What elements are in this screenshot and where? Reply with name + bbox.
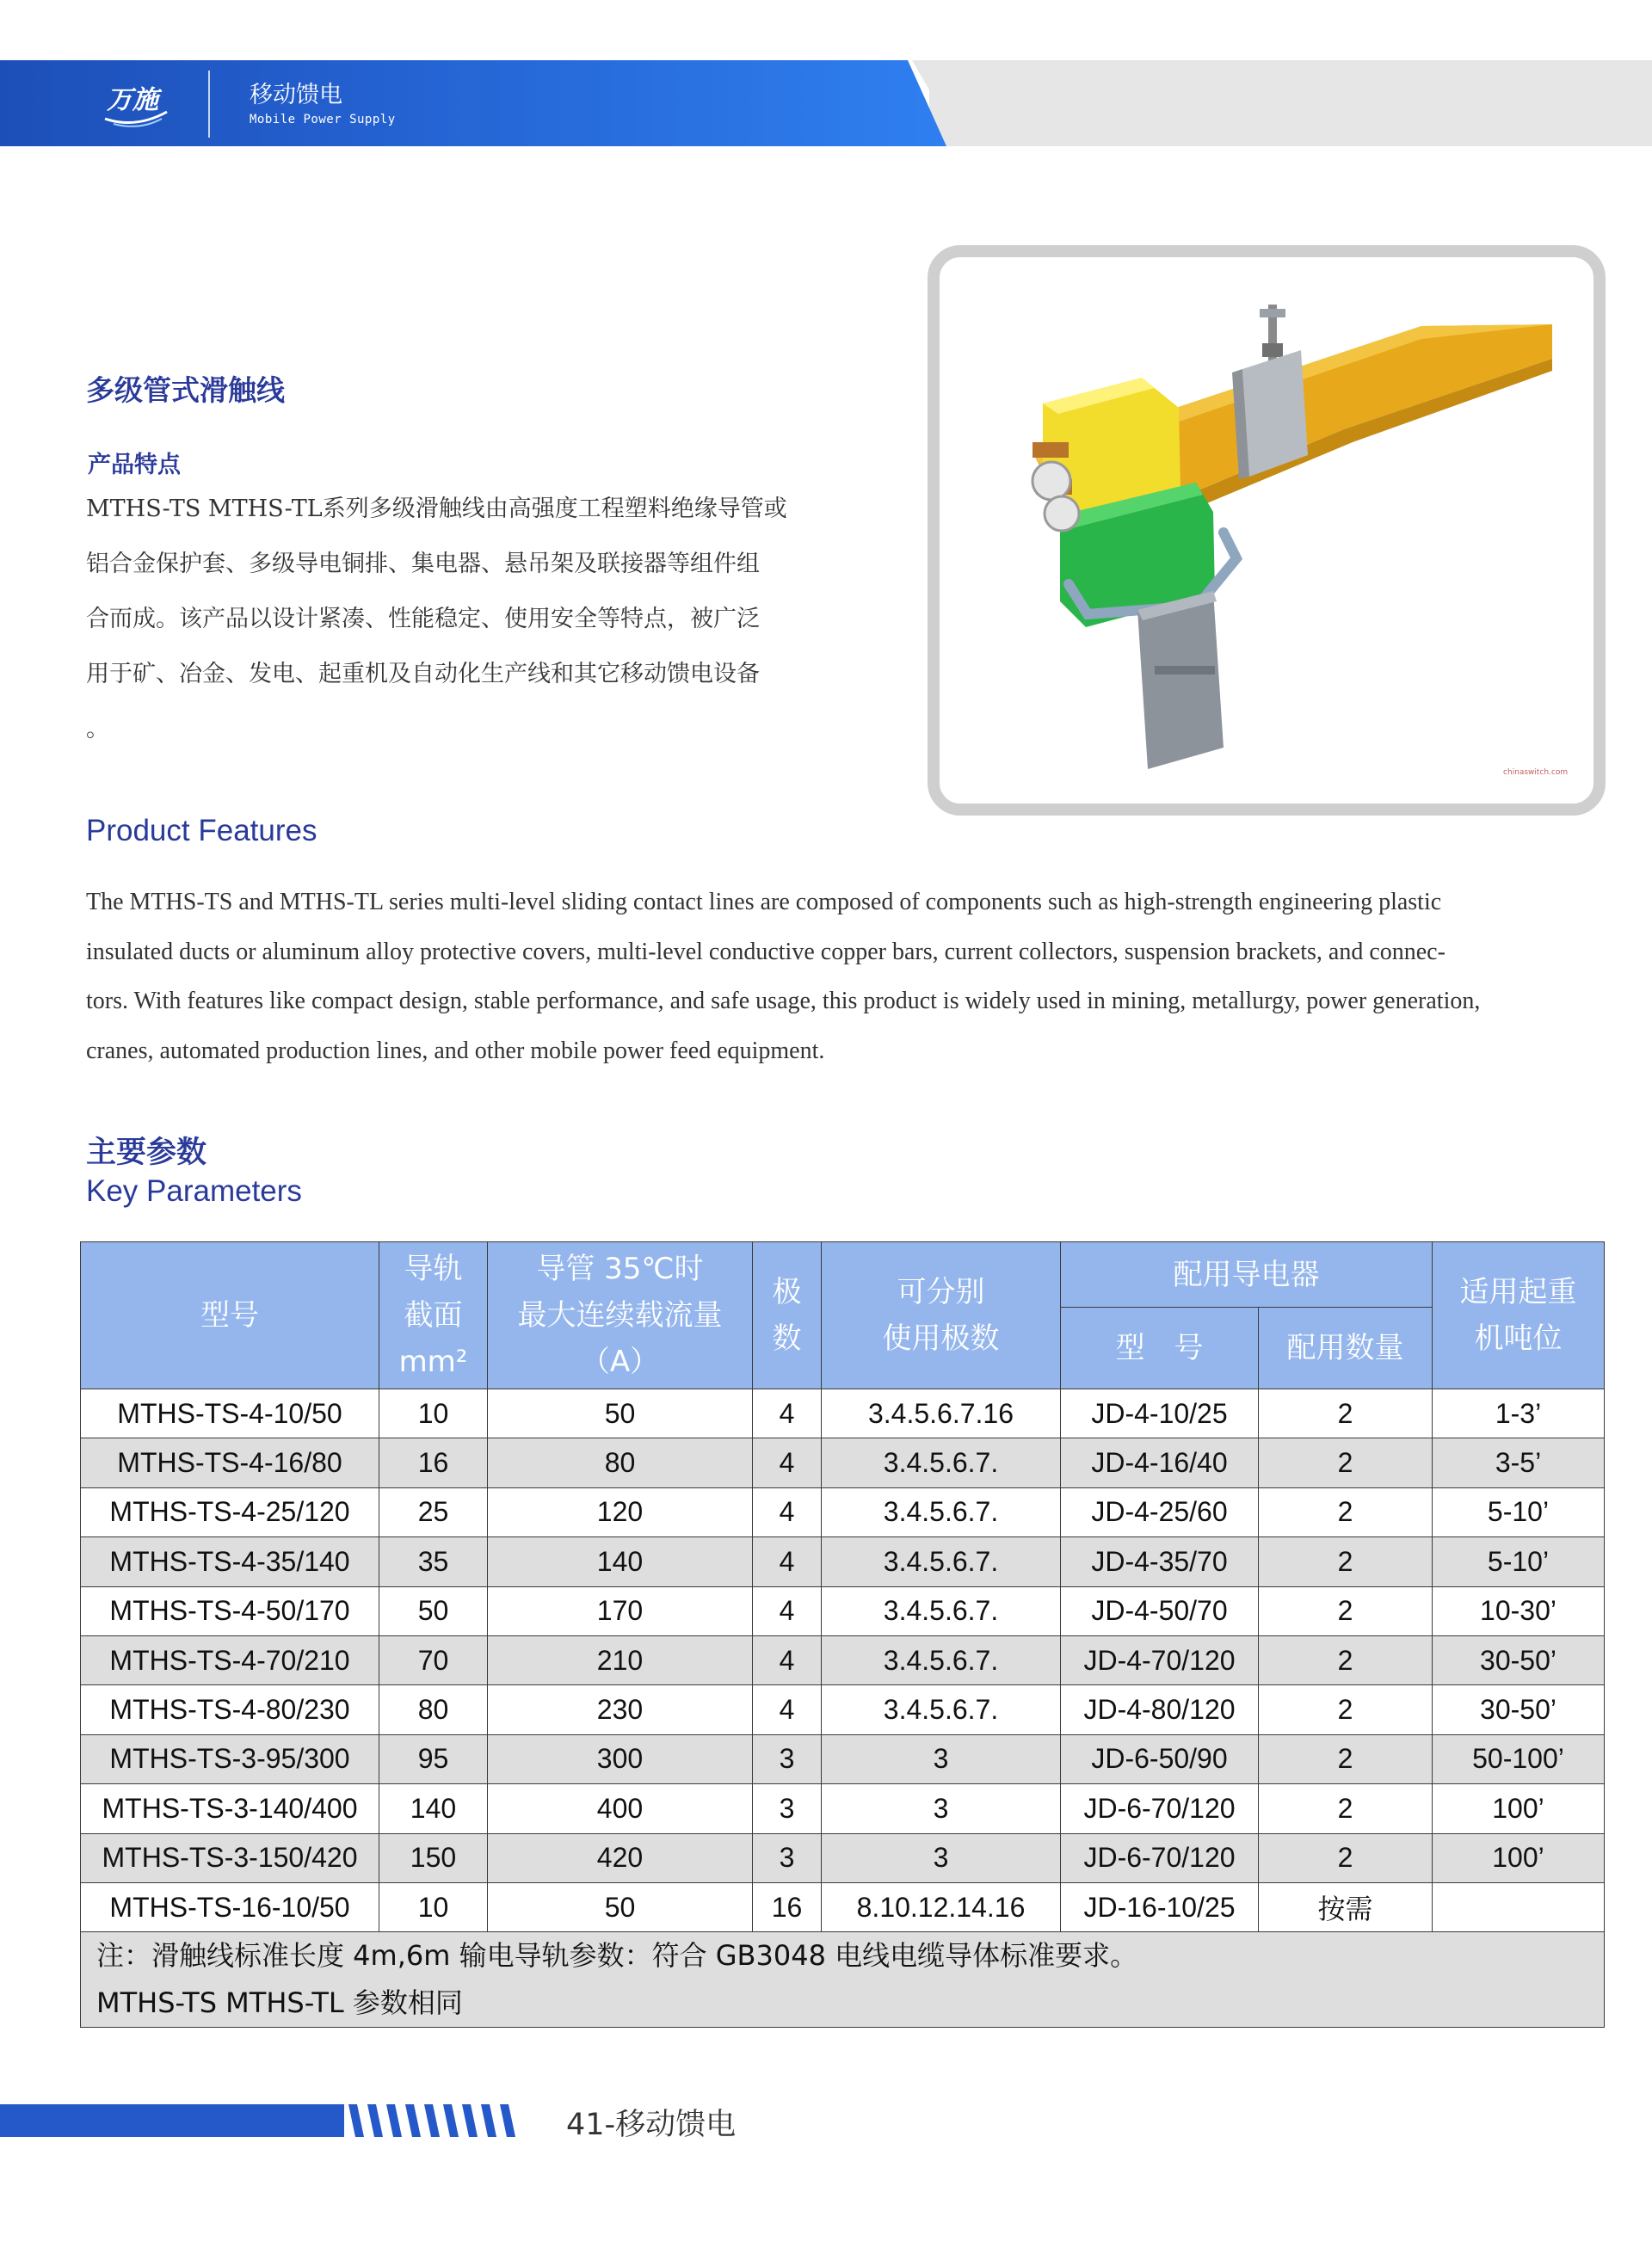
cell-collector: JD-16-10/25 — [1061, 1882, 1259, 1931]
cell-current: 230 — [488, 1685, 753, 1734]
cell-qty: 2 — [1259, 1734, 1433, 1783]
cell-collector: JD-4-25/60 — [1061, 1487, 1259, 1536]
table-row — [81, 1685, 1605, 1734]
features-title-cn: 产品特点 — [88, 452, 181, 478]
cell-collector: JD-4-70/120 — [1061, 1635, 1259, 1684]
cell-collector: JD-4-80/120 — [1061, 1685, 1259, 1734]
cell-separable: 3 — [822, 1833, 1061, 1882]
cell-model: MTHS-TS-3-150/420 — [81, 1833, 379, 1882]
header-subtitle: Mobile Power Supply — [250, 113, 396, 126]
header-collector-model: 型 号 — [1061, 1308, 1259, 1389]
cell-crane — [1433, 1882, 1605, 1931]
cell-qty: 2 — [1259, 1487, 1433, 1536]
cell-poles: 4 — [753, 1438, 822, 1487]
cell-separable: 3 — [822, 1784, 1061, 1833]
table-row — [81, 1882, 1605, 1931]
cell-model: MTHS-TS-3-140/400 — [81, 1784, 379, 1833]
cell-separable: 3.4.5.6.7. — [822, 1487, 1061, 1536]
cell-current: 50 — [488, 1882, 753, 1931]
features-cn-line: 。 — [86, 716, 109, 742]
brand-logo-icon — [102, 74, 170, 132]
cell-qty: 2 — [1259, 1833, 1433, 1882]
cell-qty: 按需 — [1259, 1882, 1433, 1931]
header-gray-band — [929, 60, 1652, 146]
cell-section: 10 — [379, 1882, 488, 1931]
cell-qty: 2 — [1259, 1685, 1433, 1734]
photo-watermark: chinaswitch.com — [1503, 768, 1569, 777]
table-row — [81, 1586, 1605, 1635]
cell-qty: 2 — [1259, 1537, 1433, 1586]
features-cn-line: MTHS-TS MTHS-TL系列多级滑触线由高强度工程塑料绝缘导管或 — [86, 496, 787, 522]
cell-poles: 4 — [753, 1586, 822, 1635]
table-row — [81, 1537, 1605, 1586]
header-title: 移动馈电 — [250, 82, 342, 108]
cell-collector: JD-4-16/40 — [1061, 1438, 1259, 1487]
cell-poles: 16 — [753, 1882, 822, 1931]
cell-section: 10 — [379, 1389, 488, 1438]
params-title-en: Key Parameters — [86, 1174, 302, 1208]
footer-page-label: 41-移动馈电 — [566, 2108, 737, 2142]
cell-section: 25 — [379, 1487, 488, 1536]
table-row — [81, 1833, 1605, 1882]
cell-model: MTHS-TS-4-35/140 — [81, 1537, 379, 1586]
table-row — [81, 1734, 1605, 1783]
cell-crane: 100’ — [1433, 1833, 1605, 1882]
table-note — [81, 1932, 1605, 2028]
cell-separable: 3.4.5.6.7.16 — [822, 1389, 1061, 1438]
cell-section: 70 — [379, 1635, 488, 1684]
cell-poles: 3 — [753, 1734, 822, 1783]
cell-poles: 4 — [753, 1685, 822, 1734]
cell-model: MTHS-TS-4-80/230 — [81, 1685, 379, 1734]
features-en-line: cranes, automated production lines, and other mobile power feed equipment. — [86, 1037, 825, 1064]
cell-model: MTHS-TS-16-10/50 — [81, 1882, 379, 1931]
cell-section: 80 — [379, 1685, 488, 1734]
features-en-line: tors. With features like compact design, stable performance, and safe usage, this product is widely used in mining, metallurgy, power generation, — [86, 988, 1481, 1014]
cell-model: MTHS-TS-4-10/50 — [81, 1389, 379, 1438]
features-cn-line: 铝合金保护套、多级导电铜排、集电器、悬吊架及联接器等组件组 — [86, 551, 760, 577]
cell-section: 50 — [379, 1586, 488, 1635]
cell-poles: 3 — [753, 1784, 822, 1833]
table-note-line: 注：滑触线标准长度 4m,6m 输电导轨参数：符合 GB3048 电线电缆导体标准要求。 — [96, 1939, 1138, 1973]
cell-qty: 2 — [1259, 1784, 1433, 1833]
product-photo-illustration — [940, 257, 1593, 804]
cell-collector: JD-4-10/25 — [1061, 1389, 1259, 1438]
cell-model: MTHS-TS-4-25/120 — [81, 1487, 379, 1536]
cell-current: 210 — [488, 1635, 753, 1684]
features-en-line: The MTHS-TS and MTHS-TL series multi-level sliding contact lines are composed of components such as high-strength engineering plastic — [86, 889, 1442, 915]
cell-separable: 8.10.12.14.16 — [822, 1882, 1061, 1931]
footer-bar — [0, 2104, 344, 2137]
table-row — [81, 1635, 1605, 1684]
cell-current: 400 — [488, 1784, 753, 1833]
cell-current: 140 — [488, 1537, 753, 1586]
header-collector-group: 配用导电器 — [1061, 1242, 1433, 1308]
product-photo-frame — [928, 245, 1606, 816]
cell-separable: 3 — [822, 1734, 1061, 1783]
cell-model: MTHS-TS-4-50/170 — [81, 1586, 379, 1635]
cell-poles: 4 — [753, 1389, 822, 1438]
cell-crane: 10-30’ — [1433, 1586, 1605, 1635]
cell-separable: 3.4.5.6.7. — [822, 1438, 1061, 1487]
cell-poles: 4 — [753, 1487, 822, 1536]
cell-crane: 30-50’ — [1433, 1635, 1605, 1684]
footer-stripes — [348, 2104, 529, 2137]
header-separable: 可分别 使用极数 — [822, 1242, 1061, 1389]
features-cn-line: 用于矿、冶金、发电、起重机及自动化生产线和其它移动馈电设备 — [86, 661, 760, 687]
cell-section: 140 — [379, 1784, 488, 1833]
cell-poles: 3 — [753, 1833, 822, 1882]
cell-section: 16 — [379, 1438, 488, 1487]
cell-crane: 30-50’ — [1433, 1685, 1605, 1734]
cell-section: 35 — [379, 1537, 488, 1586]
cell-crane: 50-100’ — [1433, 1734, 1605, 1783]
cell-separable: 3.4.5.6.7. — [822, 1685, 1061, 1734]
cell-separable: 3.4.5.6.7. — [822, 1586, 1061, 1635]
cell-current: 420 — [488, 1833, 753, 1882]
parameters-table — [80, 1241, 1605, 2028]
cell-crane: 5-10’ — [1433, 1537, 1605, 1586]
cell-qty: 2 — [1259, 1438, 1433, 1487]
product-title-cn: 多级管式滑触线 — [86, 373, 285, 407]
cell-crane: 100’ — [1433, 1784, 1605, 1833]
cell-collector: JD-4-35/70 — [1061, 1537, 1259, 1586]
cell-crane: 5-10’ — [1433, 1487, 1605, 1536]
header-poles: 极 数 — [753, 1242, 822, 1389]
cell-current: 170 — [488, 1586, 753, 1635]
cell-collector: JD-6-70/120 — [1061, 1784, 1259, 1833]
cell-model: MTHS-TS-4-70/210 — [81, 1635, 379, 1684]
header-rail-section: 导轨 截面 mm² — [379, 1242, 488, 1389]
params-title-cn: 主要参数 — [86, 1136, 207, 1170]
cell-current: 300 — [488, 1734, 753, 1783]
header-crane: 适用起重 机吨位 — [1433, 1242, 1605, 1389]
features-description-en — [86, 878, 1609, 1075]
table-row — [81, 1784, 1605, 1833]
cell-collector: JD-6-50/90 — [1061, 1734, 1259, 1783]
features-cn-line: 合而成。该产品以设计紧凑、性能稳定、使用安全等特点，被广泛 — [86, 606, 760, 632]
header-collector-qty: 配用数量 — [1259, 1308, 1433, 1389]
features-en-line: insulated ducts or aluminum alloy protective covers, multi-level conductive copper bars, current collectors, suspension brackets, and connec- — [86, 938, 1446, 965]
cell-section: 150 — [379, 1833, 488, 1882]
header-model: 型号 — [81, 1242, 379, 1389]
cell-model: MTHS-TS-3-95/300 — [81, 1734, 379, 1783]
table-row — [81, 1389, 1605, 1438]
cell-separable: 3.4.5.6.7. — [822, 1635, 1061, 1684]
cell-current: 80 — [488, 1438, 753, 1487]
cell-collector: JD-4-50/70 — [1061, 1586, 1259, 1635]
table-note-line: MTHS-TS MTHS-TL 参数相同 — [96, 1986, 463, 2020]
cell-qty: 2 — [1259, 1635, 1433, 1684]
cell-collector: JD-6-70/120 — [1061, 1833, 1259, 1882]
cell-crane: 3-5’ — [1433, 1438, 1605, 1487]
table-row — [81, 1487, 1605, 1536]
header-current: 导管 35℃时 最大连续载流量 （A） — [488, 1242, 753, 1389]
header-separator — [208, 71, 210, 138]
cell-section: 95 — [379, 1734, 488, 1783]
features-title-en: Product Features — [86, 814, 317, 847]
cell-current: 120 — [488, 1487, 753, 1536]
cell-poles: 4 — [753, 1537, 822, 1586]
cell-current: 50 — [488, 1389, 753, 1438]
features-description-cn — [86, 482, 800, 757]
table-row — [81, 1438, 1605, 1487]
svg-text:万施: 万施 — [107, 85, 158, 115]
cell-separable: 3.4.5.6.7. — [822, 1537, 1061, 1586]
parameters-table-body — [81, 1389, 1605, 1932]
cell-qty: 2 — [1259, 1389, 1433, 1438]
cell-model: MTHS-TS-4-16/80 — [81, 1438, 379, 1487]
cell-poles: 4 — [753, 1635, 822, 1684]
cell-qty: 2 — [1259, 1586, 1433, 1635]
cell-crane: 1-3’ — [1433, 1389, 1605, 1438]
